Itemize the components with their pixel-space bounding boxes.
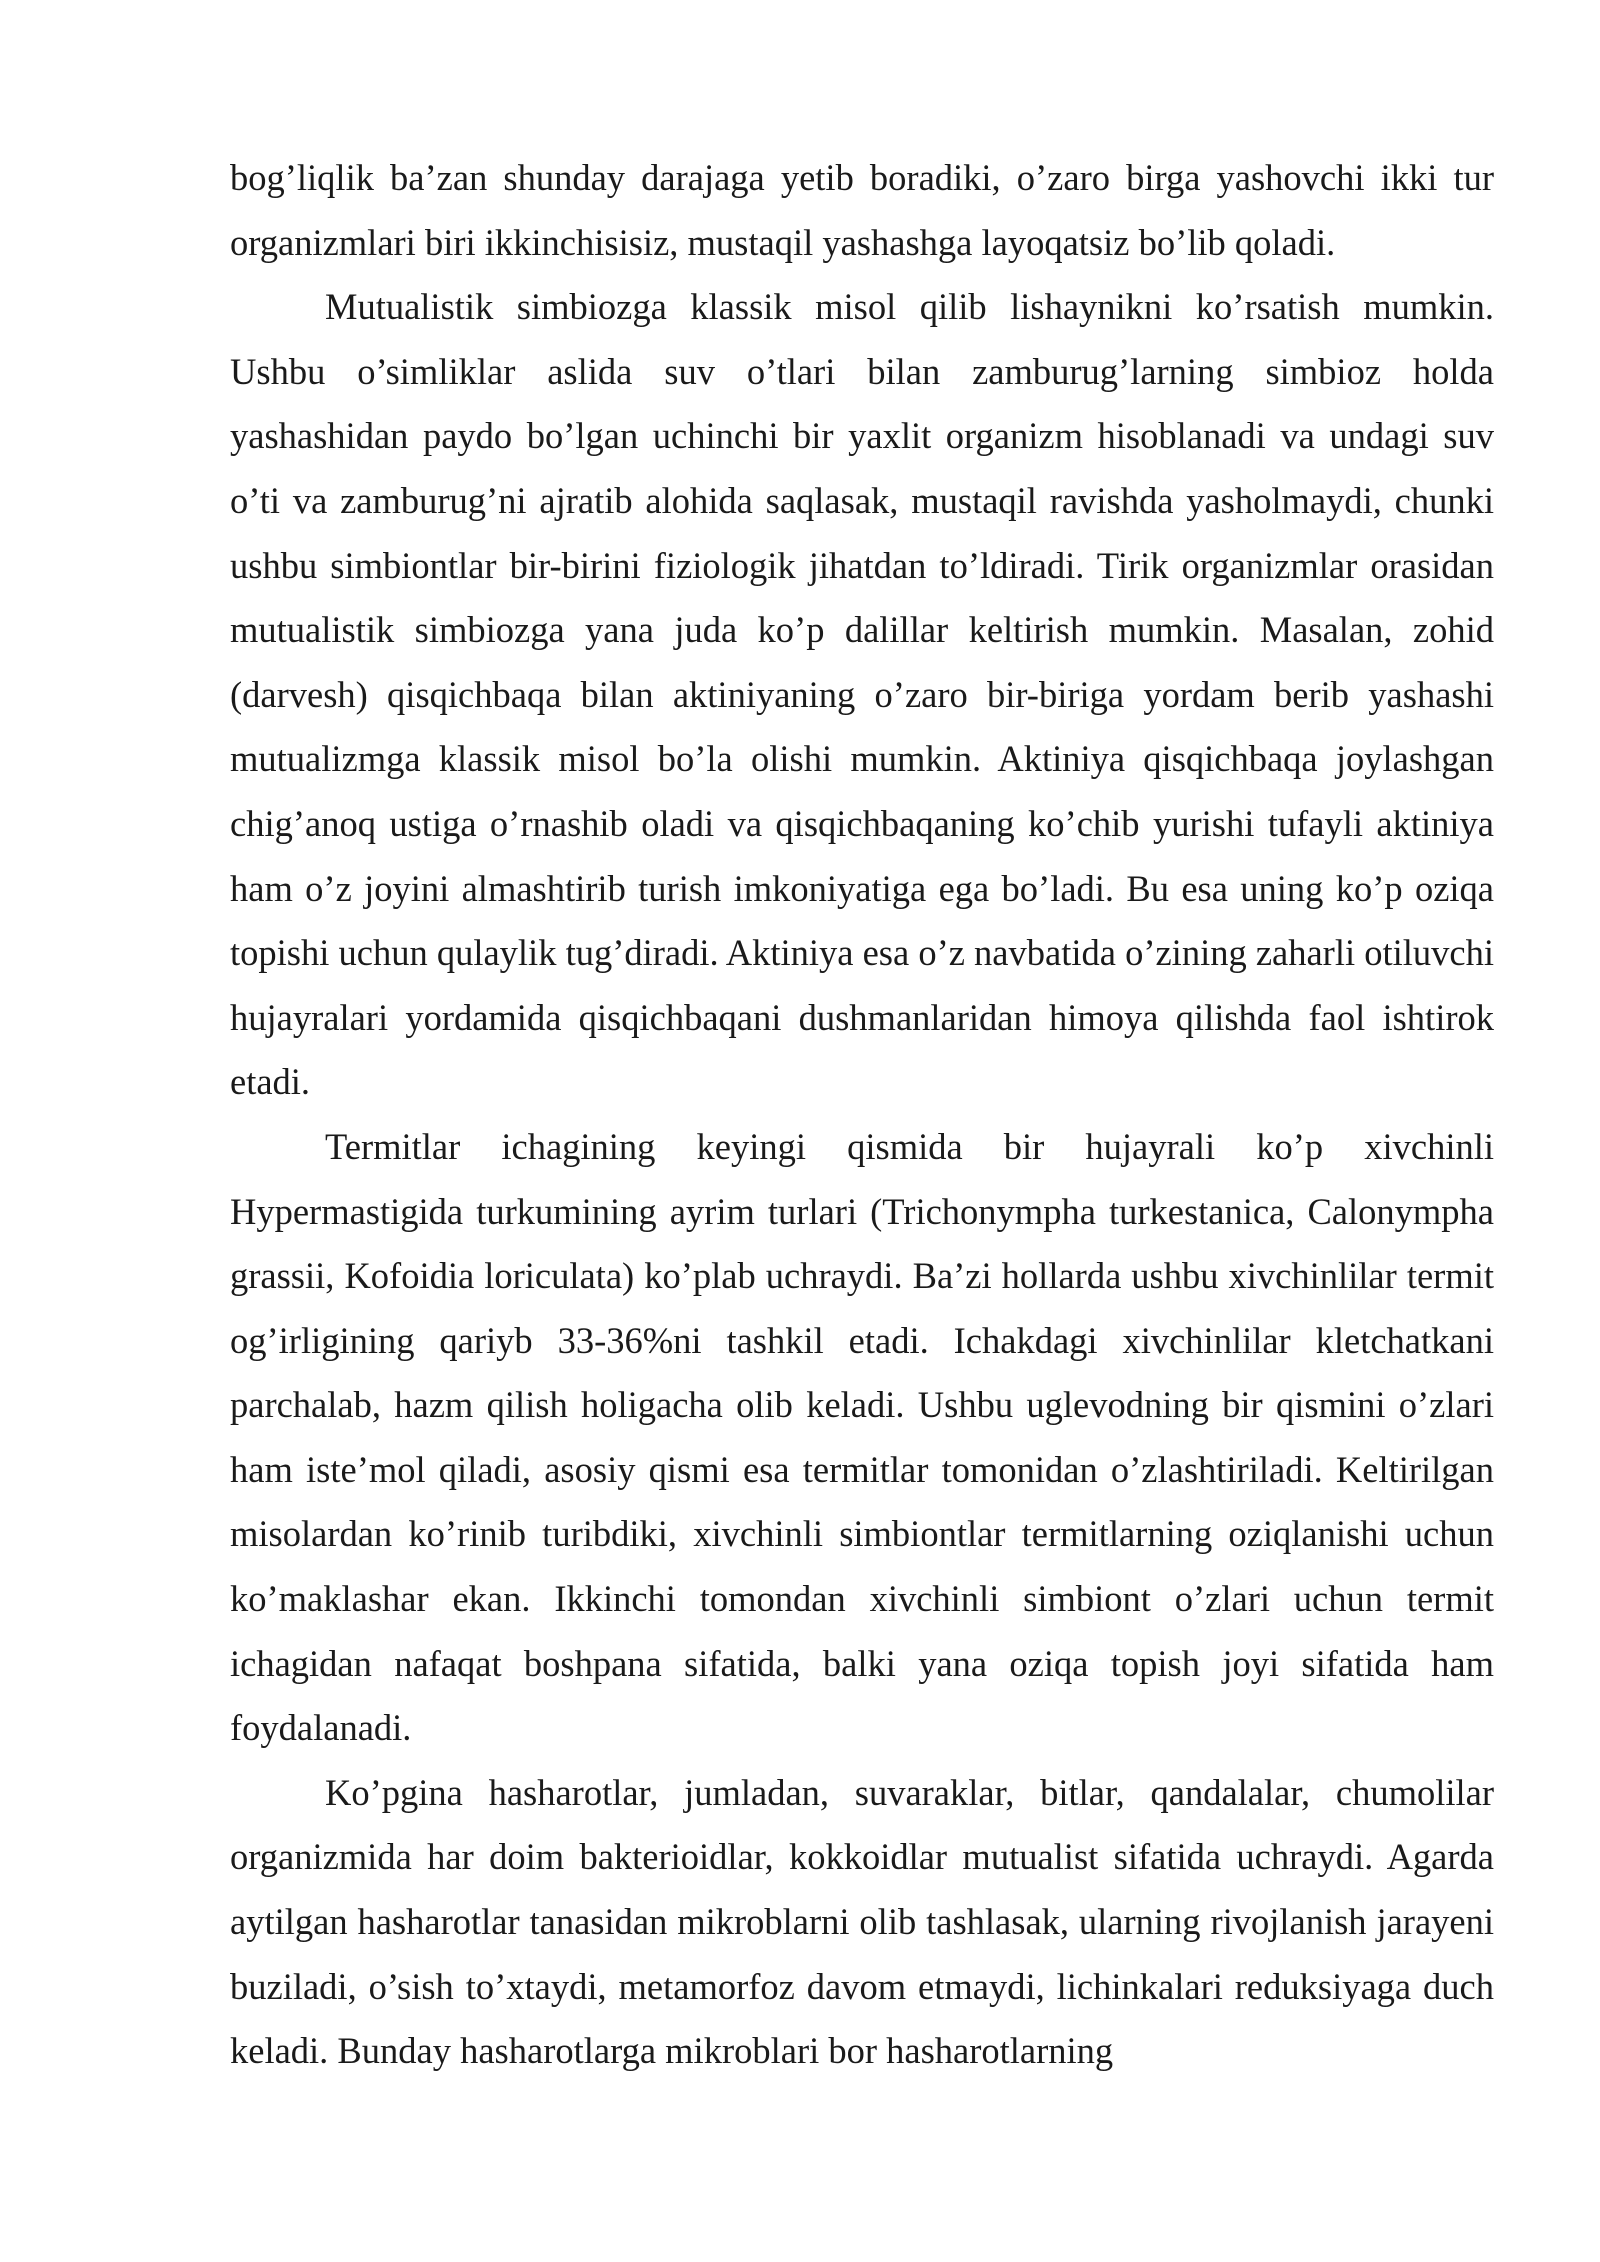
paragraph-continuation: bog’liqlik ba’zan shunday darajaga yetib boradiki, o’zaro birga yashovchi ikki tur organizmlari biri ikkinchisisiz, mustaqil yashashga layoqatsiz bo’lib qoladi. bbox=[230, 157, 1494, 263]
paragraph-termites-flagellates: Termitlar ichagining keyingi qismida bir hujayrali ko’p xivchinli Hypermastigida turkumining ayrim turlari (Trichonympha turkestanica, Calonympha grassii, Kofoidia loriculata) ko’plab uchraydi. Ba’zi hollarda ushbu xivchinlilar termit og’irligining qariyb 33-36%ni tashkil etadi. Ichakdagi xivchinlilar kletchatkani parchalab, hazm qilish holigacha olib keladi. Ushbu uglevodning bir qismini o’zlari ham iste’mol qiladi, asosiy qismi esa termitlar tomonidan o’zlashtiriladi. Keltirilgan misolardan ko’rinib turibdiki, xivchinli simbiontlar termitlarning oziqlanishi uchun ko’maklashar ekan. Ikkinchi tomondan xivchinli simbiont o’zlari uchun termit ichagidan nafaqat boshpana sifatida, balki yana oziqa topish joyi sifatida ham foydalanadi. bbox=[230, 1125, 1494, 1749]
paragraph-mutualistic-symbiosis-lichen: Mutualistik simbiozga klassik misol qilib lishaynikni ko’rsatish mumkin. Ushbu o’simliklar aslida suv o’tlari bilan zamburug’larning simbioz holda yashashidan paydo bo’lgan uchinchi bir yaxlit organizm hisoblanadi va undagi suv o’ti va zamburug’ni ajratib alohida saqlasak, mustaqil ravishda yasholmaydi, chunki ushbu simbiontlar bir-birini fiziologik jihatdan to’ldiradi. Tirik organizmlar orasidan mutualistik simbiozga yana juda ko’p dalillar keltirish mumkin. Masalan, zohid (darvesh) qisqichbaqa bilan aktiniyaning o’zaro bir-biriga yordam berib yashashi mutualizmga klassik misol bo’la olishi mumkin. Aktiniya qisqichbaqa joylashgan chig’anoq ustiga o’rnashib oladi va qisqichbaqaning ko’chib yurishi tufayli aktiniya ham o’z joyini almashtirib turish imkoniyatiga ega bo’ladi. Bu esa uning ko’p oziqa topishi uchun qulaylik tug’diradi. Aktiniya esa o’z navbatida o’zining zaharli otiluvchi hujayralari yordamida qisqichbaqani dushmanlaridan himoya qilishda faol ishtirok etadi. bbox=[230, 286, 1495, 1103]
document-page bbox=[230, 146, 1494, 2084]
paragraph-insects-bacterioids: Ko’pgina hasharotlar, jumladan, suvaraklar, bitlar, qandalalar, chumolilar organizmida har doim bakterioidlar, kokkoidlar mutualist sifatida uchraydi. Agarda aytilgan hasharotlar tanasidan mikroblarni olib tashlasak, ularning rivojlanish jarayeni buziladi, o’sish to’xtaydi, metamorfoz davom etmaydi, lichinkalari reduksiyaga duch keladi. Bunday hasharotlarga mikroblari bor hasharotlarning bbox=[230, 1771, 1494, 2072]
